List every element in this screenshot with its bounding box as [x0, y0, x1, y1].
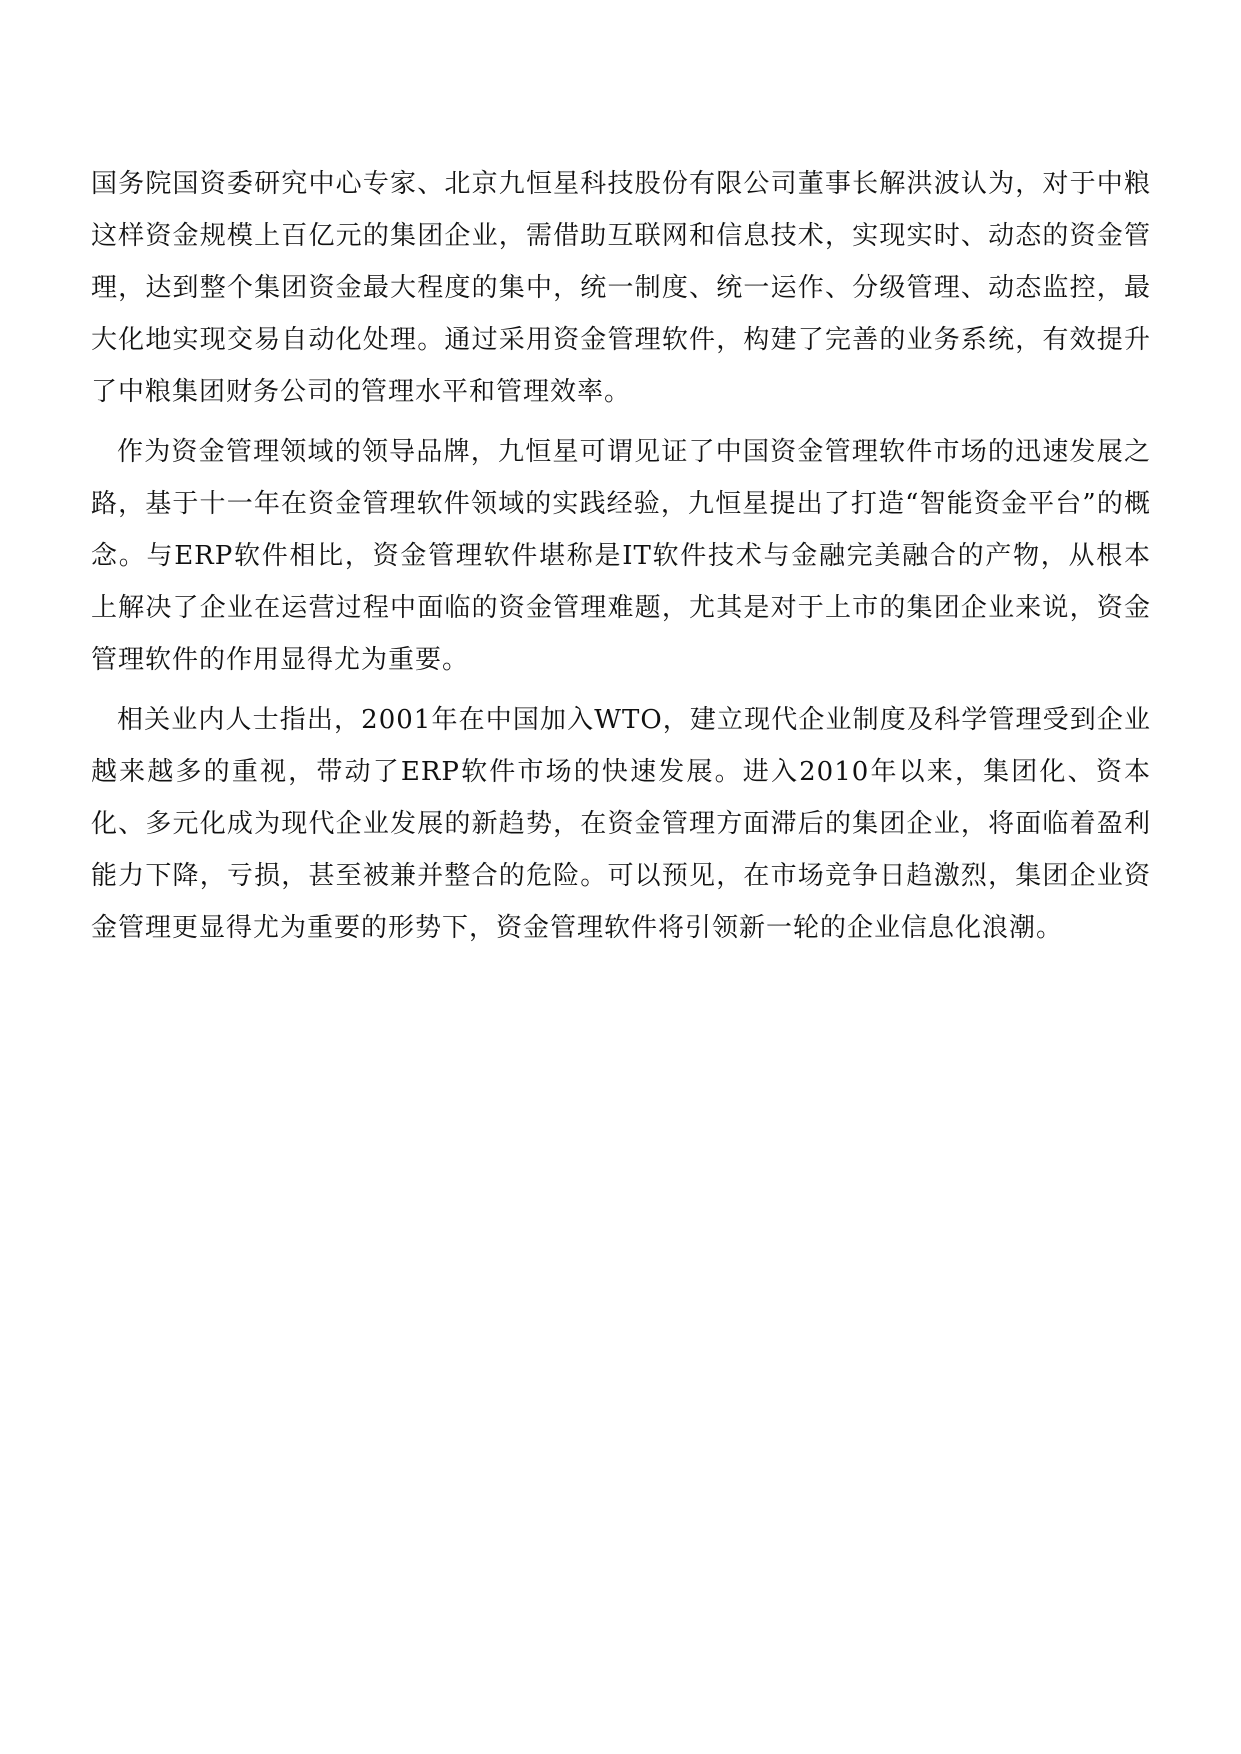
document-body	[91, 158, 1151, 954]
paragraph-2: 作为资金管理领域的领导品牌，九恒星可谓见证了中国资金管理软件市场的迅速发展之路，基于十一年在资金管理软件领域的实践经验，九恒星提出了打造“智能资金平台”的概念。与ERP软件相比，资金管理软件堪称是IT软件技术与金融完美融合的产物，从根本上解决了企业在运营过程中面临的资金管理难题，尤其是对于上市的集团企业来说，资金管理软件的作用显得尤为重要。	[91, 437, 1151, 675]
paragraph-1: 国务院国资委研究中心专家、北京九恒星科技股份有限公司董事长解洪波认为，对于中粮这样资金规模上百亿元的集团企业，需借助互联网和信息技术，实现实时、动态的资金管理，达到整个集团资金最大程度的集中，统一制度、统一运作、分级管理、动态监控，最大化地实现交易自动化处理。通过采用资金管理软件，构建了完善的业务系统，有效提升了中粮集团财务公司的管理水平和管理效率。	[91, 169, 1151, 407]
paragraph-3: 相关业内人士指出，2001年在中国加入WTO，建立现代企业制度及科学管理受到企业越来越多的重视，带动了ERP软件市场的快速发展。进入2010年以来，集团化、资本化、多元化成为现代企业发展的新趋势，在资金管理方面滞后的集团企业，将面临着盈利能力下降，亏损，甚至被兼并整合的危险。可以预见，在市场竞争日趋激烈，集团企业资金管理更显得尤为重要的形势下，资金管理软件将引领新一轮的企业信息化浪潮。	[91, 705, 1151, 943]
